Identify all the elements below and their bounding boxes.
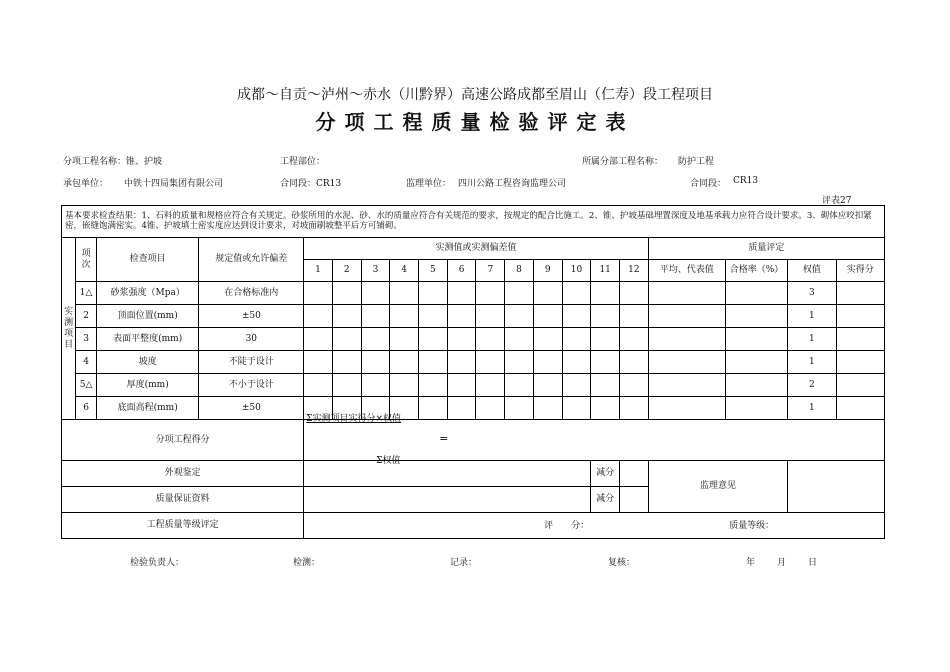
row-index: 5△	[76, 374, 97, 397]
score-cell[interactable]	[836, 374, 884, 397]
score-cell[interactable]	[836, 305, 884, 328]
formula-equals: =	[439, 432, 449, 445]
parent-label: 所属分部工程名称：	[582, 157, 664, 167]
measure-cell[interactable]	[447, 328, 476, 351]
month-label: 月	[777, 558, 787, 568]
row-weight: 1	[788, 397, 836, 420]
point-header: 4	[390, 260, 419, 282]
contract-section-1: 合同段：CR13	[280, 179, 342, 189]
point-header: 11	[591, 260, 620, 282]
inspector-label: 检验负责人：	[130, 558, 185, 568]
index-header: 项次	[76, 238, 97, 282]
measure-cell[interactable]	[505, 351, 534, 374]
score-cell[interactable]	[836, 397, 884, 420]
measure-cell[interactable]	[505, 374, 534, 397]
rate-cell[interactable]	[725, 282, 788, 305]
measure-cell[interactable]	[591, 351, 620, 374]
measure-cell[interactable]	[620, 328, 649, 351]
row-spec: 不小于设计	[199, 374, 304, 397]
measure-cell[interactable]	[419, 282, 448, 305]
measure-cell[interactable]	[447, 305, 476, 328]
rate-cell[interactable]	[725, 328, 788, 351]
measure-cell[interactable]	[562, 374, 591, 397]
measure-cell[interactable]	[361, 351, 390, 374]
measure-cell[interactable]	[361, 374, 390, 397]
measure-cell[interactable]	[591, 282, 620, 305]
measure-cell[interactable]	[505, 282, 534, 305]
measure-cell[interactable]	[419, 305, 448, 328]
supervisor-opinion-label: 监理意见	[648, 461, 788, 513]
measure-cell[interactable]	[533, 328, 562, 351]
project-line: 成都～自贡～泸州～赤水（川黔界）高速公路成都至眉山（仁寿）段工程项目	[237, 87, 713, 103]
rate-cell[interactable]	[725, 351, 788, 374]
row-spec: ±50	[199, 305, 304, 328]
point-header: 3	[361, 260, 390, 282]
measure-cell[interactable]	[419, 328, 448, 351]
measured-header: 实测值或实测偏差值	[304, 238, 649, 260]
measure-cell[interactable]	[505, 397, 534, 420]
measure-cell[interactable]	[620, 397, 649, 420]
rate-cell[interactable]	[725, 305, 788, 328]
weight-header: 权值	[788, 260, 836, 282]
measure-cell[interactable]	[505, 305, 534, 328]
table-row	[62, 374, 885, 397]
rate-header: 合格率（%）	[725, 260, 788, 282]
measure-cell[interactable]	[591, 328, 620, 351]
measure-cell[interactable]	[332, 328, 361, 351]
point-header: 5	[419, 260, 448, 282]
avg-cell[interactable]	[648, 397, 725, 420]
measure-cell[interactable]	[533, 374, 562, 397]
measure-cell[interactable]	[533, 397, 562, 420]
measure-cell[interactable]	[447, 282, 476, 305]
measure-cell[interactable]	[562, 282, 591, 305]
measure-cell[interactable]	[390, 351, 419, 374]
row-weight: 3	[788, 282, 836, 305]
measure-cell[interactable]	[562, 328, 591, 351]
row-index: 2	[76, 305, 97, 328]
contract-section-2-value: CR13	[733, 176, 759, 186]
formula-numerator: Σ实测项目实得分×权值	[306, 414, 402, 424]
measure-cell[interactable]	[505, 328, 534, 351]
measure-cell[interactable]	[304, 282, 333, 305]
avg-cell[interactable]	[648, 374, 725, 397]
point-header: 7	[476, 260, 505, 282]
score-formula	[304, 414, 885, 466]
day-label: 日	[808, 558, 818, 568]
row-item: 顶面位置(mm)	[96, 305, 199, 328]
measure-cell[interactable]	[620, 351, 649, 374]
measure-cell[interactable]	[476, 328, 505, 351]
basic-requirements: 基本要求检查结果：1、石料的质量和规格应符合有关规定。砂浆所用的水泥、砂、水的质量应符合有关规范的要求，按规定的配合比施工。2、锥、护坡基础埋置深度及地基承载力应符合设计要求。3、砌体应咬扣紧密，嵌缝饱满密实。4锥、护坡填土密实度应达到设计要求，对坡面刷坡整平后方可铺砌。	[62, 206, 885, 238]
table-row	[62, 397, 885, 420]
avg-cell[interactable]	[648, 305, 725, 328]
row-weight: 1	[788, 351, 836, 374]
appearance-value[interactable]	[304, 461, 591, 487]
spec-header: 规定值或允许偏差	[199, 238, 304, 282]
measure-cell[interactable]	[533, 305, 562, 328]
quality-docs-value[interactable]	[304, 487, 591, 513]
measure-cell[interactable]	[533, 282, 562, 305]
point-header: 6	[447, 260, 476, 282]
year-label: 年	[746, 558, 756, 568]
row-weight: 1	[788, 305, 836, 328]
score-cell[interactable]	[836, 328, 884, 351]
row-index: 6	[76, 397, 97, 420]
location-label: 工程部位：	[280, 157, 326, 167]
grade-row	[304, 513, 885, 539]
measure-cell[interactable]	[620, 282, 649, 305]
reviewer-label: 复核：	[608, 558, 636, 568]
row-weight: 2	[788, 374, 836, 397]
row-index: 3	[76, 328, 97, 351]
measure-cell[interactable]	[620, 374, 649, 397]
measure-cell[interactable]	[562, 351, 591, 374]
contractor-label: 承包单位：	[63, 179, 109, 189]
measure-cell[interactable]	[476, 351, 505, 374]
score-cell[interactable]	[836, 282, 884, 305]
point-header: 12	[620, 260, 649, 282]
form-number: 评表27	[822, 196, 852, 206]
avg-cell[interactable]	[648, 282, 725, 305]
measure-cell[interactable]	[447, 397, 476, 420]
measure-cell[interactable]	[533, 351, 562, 374]
deduct-label: 减分	[591, 487, 620, 513]
measure-cell[interactable]	[476, 374, 505, 397]
measure-cell[interactable]	[304, 374, 333, 397]
measure-cell[interactable]	[361, 282, 390, 305]
measure-cell[interactable]	[419, 351, 448, 374]
appearance-label: 外观鉴定	[62, 461, 304, 487]
measure-cell[interactable]	[447, 351, 476, 374]
avg-header: 平均、代表值	[648, 260, 725, 282]
measure-cell[interactable]	[361, 305, 390, 328]
form-title: 分项工程质量检验评定表	[315, 110, 635, 134]
score-cell[interactable]	[836, 351, 884, 374]
measure-cell[interactable]	[332, 282, 361, 305]
point-header: 1	[304, 260, 333, 282]
point-header: 2	[332, 260, 361, 282]
measure-cell[interactable]	[390, 328, 419, 351]
measure-cell[interactable]	[476, 397, 505, 420]
row-weight: 1	[788, 328, 836, 351]
measure-cell[interactable]	[361, 328, 390, 351]
measure-cell[interactable]	[562, 397, 591, 420]
measure-cell[interactable]	[476, 282, 505, 305]
row-spec: 30	[199, 328, 304, 351]
row-item: 厚度(mm)	[96, 374, 199, 397]
measure-cell[interactable]	[591, 305, 620, 328]
recorder-label: 记录：	[450, 558, 478, 568]
row-index: 1△	[76, 282, 97, 305]
table-row	[62, 305, 885, 328]
score-header: 实得分	[836, 260, 884, 282]
avg-cell[interactable]	[648, 328, 725, 351]
rate-cell[interactable]	[725, 374, 788, 397]
deduct-value[interactable]	[620, 487, 649, 513]
rate-cell[interactable]	[725, 397, 788, 420]
sub-item-name: 分项工程名称：锥、护坡	[63, 157, 163, 167]
deduct-value[interactable]	[620, 461, 649, 487]
quality-docs-label: 质量保证资料	[62, 487, 304, 513]
deduct-label: 减分	[591, 461, 620, 487]
measure-cell[interactable]	[447, 374, 476, 397]
measure-cell[interactable]	[332, 374, 361, 397]
measured-items-label: 实测项目	[62, 238, 76, 420]
supervisor-opinion-value[interactable]	[788, 461, 885, 513]
measure-cell[interactable]	[304, 328, 333, 351]
point-header: 9	[533, 260, 562, 282]
row-index: 4	[76, 351, 97, 374]
measure-cell[interactable]	[562, 305, 591, 328]
row-spec: 在合格标准内	[199, 282, 304, 305]
point-header: 10	[562, 260, 591, 282]
formula-denominator: Σ权值	[376, 455, 401, 466]
measure-cell[interactable]	[591, 374, 620, 397]
sub-item-score-label: 分项工程得分	[62, 420, 304, 461]
measure-cell[interactable]	[419, 374, 448, 397]
row-item: 底面高程(mm)	[96, 397, 199, 420]
row-spec: ±50	[199, 397, 304, 420]
avg-cell[interactable]	[648, 351, 725, 374]
table-row	[62, 351, 885, 374]
measure-cell[interactable]	[332, 351, 361, 374]
measure-cell[interactable]	[390, 374, 419, 397]
row-item: 坡度	[96, 351, 199, 374]
inspection-table	[61, 205, 885, 539]
row-item: 砂浆强度（Mpa）	[96, 282, 199, 305]
measure-cell[interactable]	[332, 305, 361, 328]
measure-cell[interactable]	[476, 305, 505, 328]
point-header: 8	[505, 260, 534, 282]
contractor-value: 中铁十四局集团有限公司	[124, 179, 224, 189]
checker-label: 检测：	[293, 558, 321, 568]
measure-cell[interactable]	[304, 351, 333, 374]
quality-header: 质量评定	[648, 238, 884, 260]
item-header: 检查项目	[96, 238, 199, 282]
contract-section-2-label: 合同段：	[690, 179, 727, 189]
supervisor-value: 四川公路工程咨询监理公司	[458, 179, 567, 189]
grade-label: 工程质量等级评定	[62, 513, 304, 539]
parent-value: 防护工程	[678, 157, 715, 167]
measure-cell[interactable]	[390, 305, 419, 328]
measure-cell[interactable]	[390, 282, 419, 305]
measure-cell[interactable]	[620, 305, 649, 328]
row-spec: 不陡于设计	[199, 351, 304, 374]
row-item: 表面平整度(mm)	[96, 328, 199, 351]
table-row	[62, 282, 885, 305]
measure-cell[interactable]	[304, 305, 333, 328]
measure-cell[interactable]	[591, 397, 620, 420]
score-field: 评 分：	[544, 521, 590, 531]
quality-grade-field: 质量等级：	[729, 521, 775, 531]
measure-cell[interactable]	[419, 397, 448, 420]
supervisor-label: 监理单位：	[406, 179, 452, 189]
table-row	[62, 328, 885, 351]
